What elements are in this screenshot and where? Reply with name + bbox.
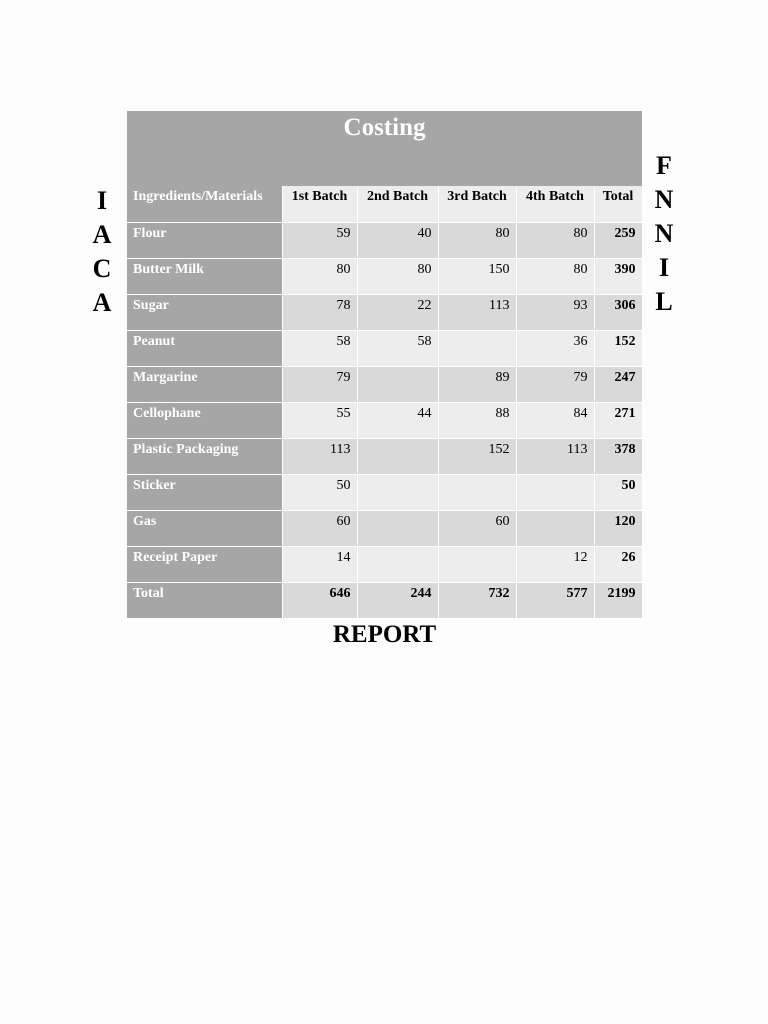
table-row — [127, 258, 642, 294]
table-row — [127, 366, 642, 402]
table-cell: 12 — [516, 546, 594, 582]
table-cell: 58 — [282, 330, 357, 366]
table-cell — [357, 366, 438, 402]
table-cell: 79 — [282, 366, 357, 402]
costing-table — [127, 186, 643, 619]
left-vertical-letter: A — [92, 220, 112, 249]
table-cell: 55 — [282, 402, 357, 438]
table-cell: 244 — [357, 582, 438, 618]
row-total-cell: 120 — [594, 510, 642, 546]
right-vertical-letter: N — [654, 185, 674, 214]
table-row — [127, 438, 642, 474]
row-total-cell: 306 — [594, 294, 642, 330]
left-vertical-text — [88, 184, 116, 320]
left-vertical-letter: A — [92, 288, 112, 317]
row-label: Margarine — [127, 366, 282, 402]
sheet-title: Costing — [127, 111, 642, 186]
table-row — [127, 330, 642, 366]
table-cell: 80 — [516, 222, 594, 258]
table-cell: 79 — [516, 366, 594, 402]
table-cell: 93 — [516, 294, 594, 330]
row-label: Sticker — [127, 474, 282, 510]
table-header-row — [127, 186, 642, 222]
row-total-cell: 259 — [594, 222, 642, 258]
row-total-cell: 2199 — [594, 582, 642, 618]
row-total-cell: 152 — [594, 330, 642, 366]
table-cell: 60 — [282, 510, 357, 546]
row-label: Cellophane — [127, 402, 282, 438]
table-cell: 646 — [282, 582, 357, 618]
table-cell: 58 — [357, 330, 438, 366]
table-cell: 40 — [357, 222, 438, 258]
row-label: Plastic Packaging — [127, 438, 282, 474]
right-vertical-letter: L — [655, 287, 673, 316]
table-cell — [516, 510, 594, 546]
table-cell: 113 — [282, 438, 357, 474]
table-row — [127, 294, 642, 330]
table-cell: 89 — [438, 366, 516, 402]
row-total-cell: 390 — [594, 258, 642, 294]
table-cell — [438, 474, 516, 510]
report-caption: REPORT — [332, 621, 437, 648]
row-label: Butter Milk — [127, 258, 282, 294]
table-row — [127, 402, 642, 438]
table-cell: 60 — [438, 510, 516, 546]
table-row — [127, 222, 642, 258]
total-row — [127, 582, 642, 618]
right-vertical-letter: N — [654, 219, 674, 248]
table-cell: 50 — [282, 474, 357, 510]
table-cell: 150 — [438, 258, 516, 294]
table-cell: 84 — [516, 402, 594, 438]
row-total-cell: 50 — [594, 474, 642, 510]
table-cell: 577 — [516, 582, 594, 618]
column-header: 4th Batch — [516, 186, 594, 222]
table-row — [127, 510, 642, 546]
table-cell: 22 — [357, 294, 438, 330]
row-total-cell: 26 — [594, 546, 642, 582]
row-label: Sugar — [127, 294, 282, 330]
table-cell — [516, 474, 594, 510]
table-cell — [438, 330, 516, 366]
right-vertical-letter: F — [656, 151, 672, 180]
table-cell: 80 — [438, 222, 516, 258]
column-header: Total — [594, 186, 642, 222]
table-cell: 44 — [357, 402, 438, 438]
table-cell — [357, 510, 438, 546]
table-row — [127, 474, 642, 510]
table-cell: 14 — [282, 546, 357, 582]
table-cell: 59 — [282, 222, 357, 258]
row-label: Receipt Paper — [127, 546, 282, 582]
row-label: Flour — [127, 222, 282, 258]
table-cell — [357, 474, 438, 510]
costing-sheet — [127, 111, 642, 619]
table-cell — [357, 438, 438, 474]
table-cell: 88 — [438, 402, 516, 438]
table-cell: 80 — [357, 258, 438, 294]
table-cell: 80 — [282, 258, 357, 294]
column-header: 1st Batch — [282, 186, 357, 222]
row-total-cell: 378 — [594, 438, 642, 474]
right-vertical-letter: I — [658, 253, 670, 282]
table-row — [127, 546, 642, 582]
table-cell: 78 — [282, 294, 357, 330]
row-label: Total — [127, 582, 282, 618]
row-label: Peanut — [127, 330, 282, 366]
table-cell: 113 — [516, 438, 594, 474]
table-cell — [438, 546, 516, 582]
left-vertical-letter: I — [96, 186, 108, 215]
column-header: 2nd Batch — [357, 186, 438, 222]
right-vertical-text — [650, 149, 678, 319]
column-header: Ingredients/Materials — [127, 186, 282, 222]
table-cell: 36 — [516, 330, 594, 366]
row-total-cell: 271 — [594, 402, 642, 438]
column-header: 3rd Batch — [438, 186, 516, 222]
table-cell: 732 — [438, 582, 516, 618]
row-label: Gas — [127, 510, 282, 546]
row-total-cell: 247 — [594, 366, 642, 402]
table-cell — [357, 546, 438, 582]
left-vertical-letter: C — [92, 254, 112, 283]
table-cell: 152 — [438, 438, 516, 474]
table-cell: 113 — [438, 294, 516, 330]
table-cell: 80 — [516, 258, 594, 294]
